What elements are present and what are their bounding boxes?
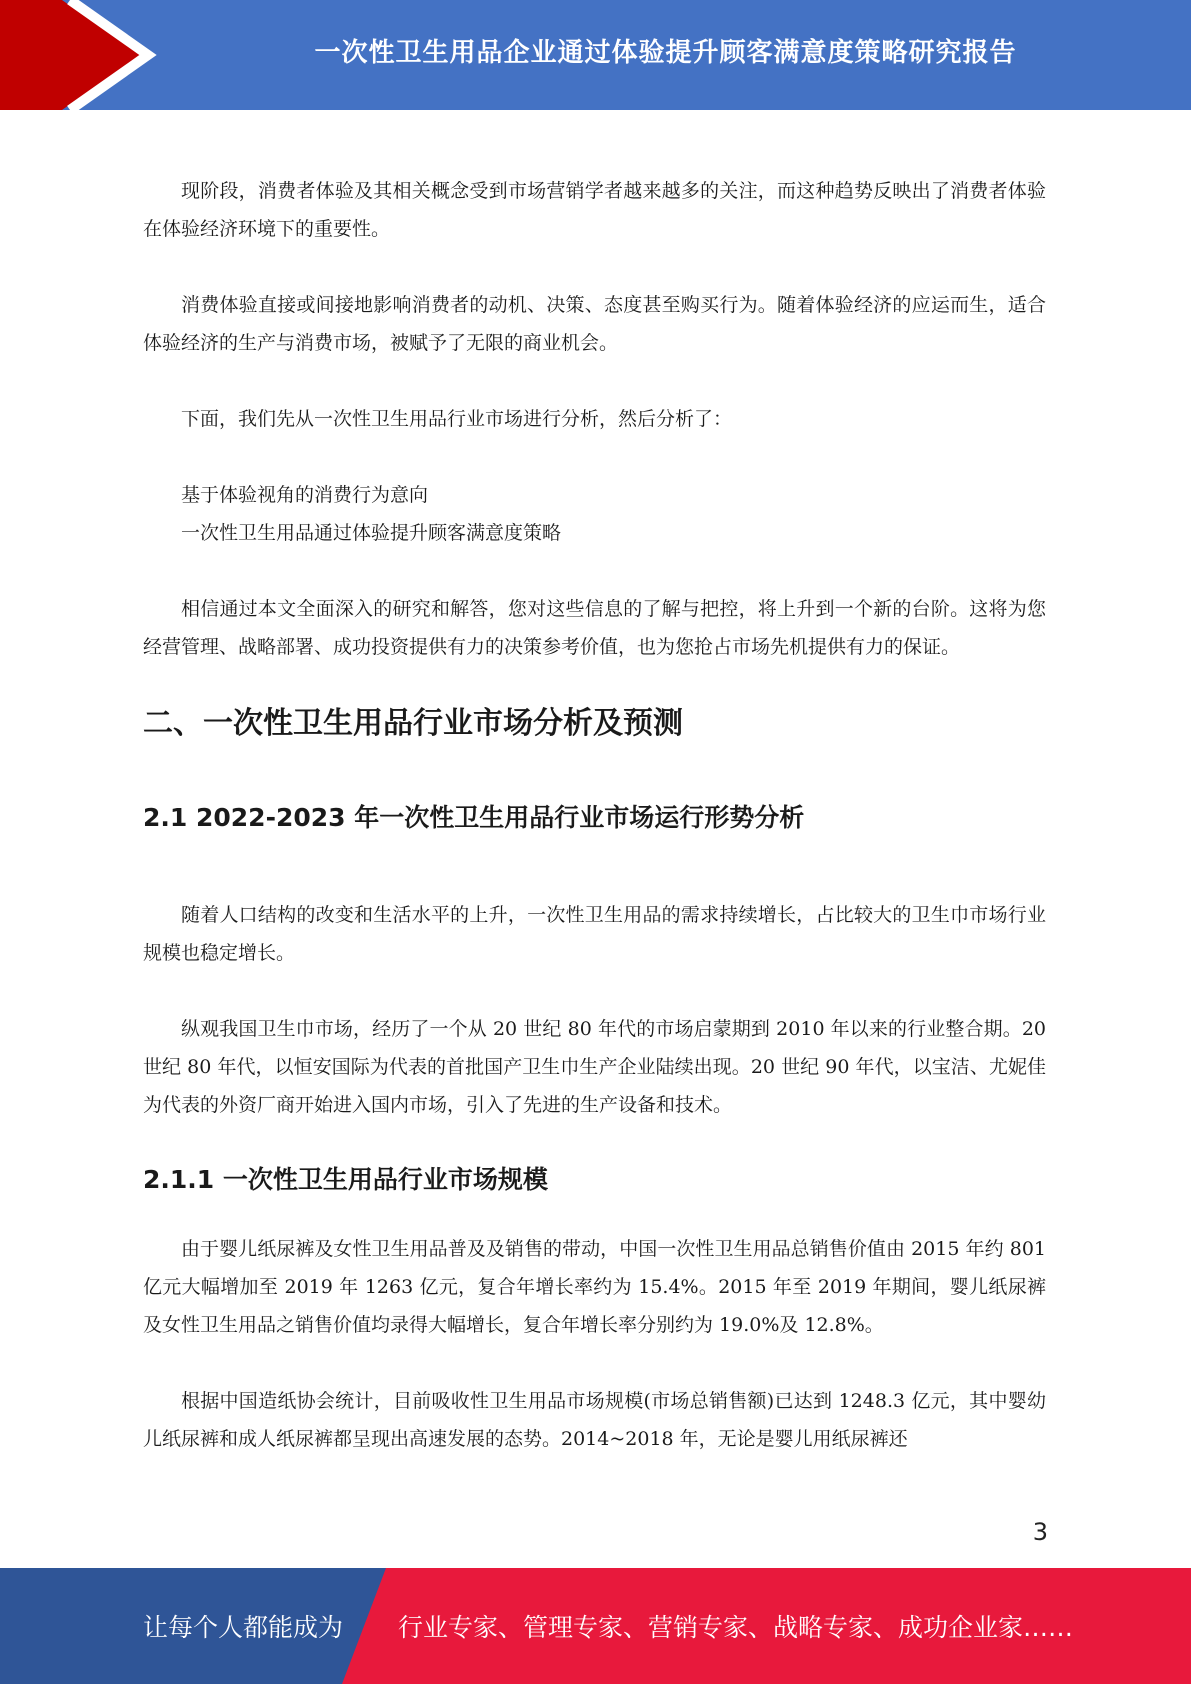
section-heading: 二、一次性卫生用品行业市场分析及预测 [143, 706, 683, 741]
intro-paragraph-2: 消费体验直接或间接地影响消费者的动机、决策、态度甚至购买行为。随着体验经济的应运而生，适合体验经济的生产与消费市场，被赋予了无限的商业机会。 [143, 294, 1046, 354]
footer-slogan-left: 让每个人都能成为 [143, 1613, 344, 1642]
page-footer [0, 1568, 1191, 1684]
subsection-paragraph-2: 纵观我国卫生巾市场，经历了一个从 20 世纪 80 年代的市场启蒙期到 2010 年以来的行业整合期。20 世纪 80 年代，以恒安国际为代表的首批国产卫生巾生产企业陆续出现。20 世纪 90 年代，以宝洁、尤妮佳为代表的外资厂商开始进入国内市场，引入了先进的生产设备和技术。 [143, 1018, 1046, 1116]
subsection-paragraph-1: 随着人口结构的改变和生活水平的上升，一次性卫生用品的需求持续增长，占比较大的卫生巾市场行业规模也稳定增长。 [143, 904, 1046, 964]
market-size-paragraph-1: 由于婴儿纸尿裤及女性卫生用品普及及销售的带动，中国一次性卫生用品总销售价值由 2015 年约 801 亿元大幅增加至 2019 年 1263 亿元，复合年增长率约为 15.4%。2015 年至 2019 年期间，婴儿纸尿裤及女性卫生用品之销售价值均录得大幅增长，复合年增长率分别约为 19.0%及 12.8%。 [143, 1238, 1046, 1336]
list-item: 基于体验视角的消费行为意向 [181, 484, 429, 506]
page-header [0, 0, 1191, 110]
subsection-heading: 2.1 2022-2023 年一次性卫生用品行业市场运行形势分析 [143, 803, 805, 832]
market-size-paragraph-2: 根据中国造纸协会统计，目前吸收性卫生用品市场规模(市场总销售额)已达到 1248.3 亿元，其中婴幼儿纸尿裤和成人纸尿裤都呈现出高速发展的态势。2014~2018 年，无论是婴儿用纸尿裤还 [143, 1390, 1046, 1450]
intro-paragraph-4: 相信通过本文全面深入的研究和解答，您对这些信息的了解与把控，将上升到一个新的台阶。这将为您经营管理、战略部署、成功投资提供有力的决策参考价值，也为您抢占市场先机提供有力的保证。 [143, 598, 1046, 658]
page-number: 3 [1032, 1518, 1048, 1546]
document-body [143, 172, 1046, 1496]
analysis-topic-list [143, 476, 1046, 552]
header-title: 一次性卫生用品企业通过体验提升顾客满意度策略研究报告 [314, 37, 1017, 68]
list-item: 一次性卫生用品通过体验提升顾客满意度策略 [181, 522, 562, 544]
footer-slogan-right: 行业专家、管理专家、营销专家、战略专家、成功企业家…… [398, 1613, 1074, 1642]
intro-paragraph-3: 下面，我们先从一次性卫生用品行业市场进行分析，然后分析了： [181, 408, 733, 430]
subsubsection-heading: 2.1.1 一次性卫生用品行业市场规模 [143, 1165, 548, 1194]
intro-paragraph-1: 现阶段，消费者体验及其相关概念受到市场营销学者越来越多的关注，而这种趋势反映出了消费者体验在体验经济环境下的重要性。 [143, 180, 1046, 240]
